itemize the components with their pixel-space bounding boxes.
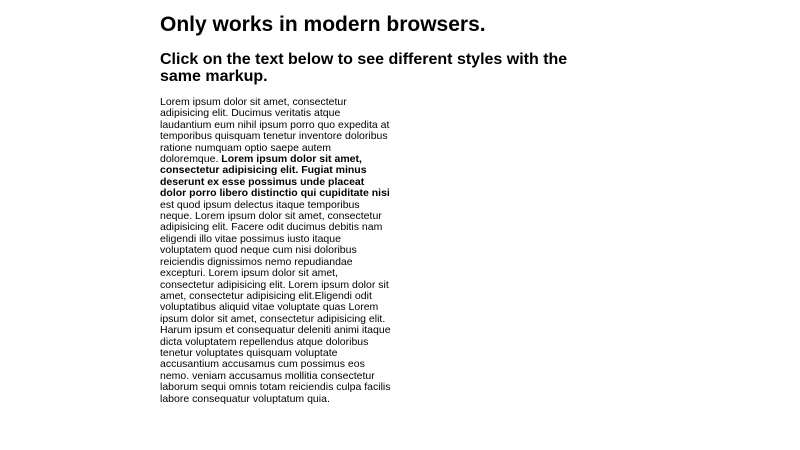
paragraph-text-part-2: est quod ipsum delectus itaque temporibus neque. Lorem ipsum dolor sit amet, consectetur adipisicing elit. Facere odit ducimus debitis nam eligendi illo vitae possimus iusto itaque voluptatem quod neque cum nisi doloribus reiciendis dignissimos nemo repudiandae excepturi. Lorem ipsum dolor sit amet, consectetur adipisicing elit. Lorem ipsum dolor sit amet, consectetur adipisicing elit.Eligendi odit voluptatibus aliquid vitae voluptate quas Lorem ipsum dolor sit amet, consectetur adipisicing elit. Harum ipsum et consequatur deleniti animi itaque dicta voluptatem repellendus atque doloribus tenetur voluptates quisquam voluptate accusantium accusamus cum possimus eos nemo. veniam accusamus mollitia consectetur laborum sequi omnis totam reiciendis culpa facilis labore consequatur voluptatum quia.	[160, 198, 391, 405]
paragraph-text-part-1: Lorem ipsum dolor sit amet, consectetur adipisicing elit. Ducimus veritatis atque laudantium eum nihil ipsum porro quo expedita at temporibus quisquam tenetur inventore doloribus ratione numquam optio saepe autem doloremque.	[160, 96, 390, 166]
main-content	[160, 12, 620, 405]
page-subtitle: Click on the text below to see different styles with the same markup.	[160, 51, 568, 85]
paragraph-bold-text: Lorem ipsum dolor sit amet, consectetur adipisicing elit. Fugiat minus deserunt ex esse possimus unde placeat dolor porro libero distinctio qui cupiditate nisi	[160, 153, 390, 200]
style-toggle-text-block[interactable]	[160, 97, 392, 405]
page-title: Only works in modern browsers.	[160, 13, 486, 36]
